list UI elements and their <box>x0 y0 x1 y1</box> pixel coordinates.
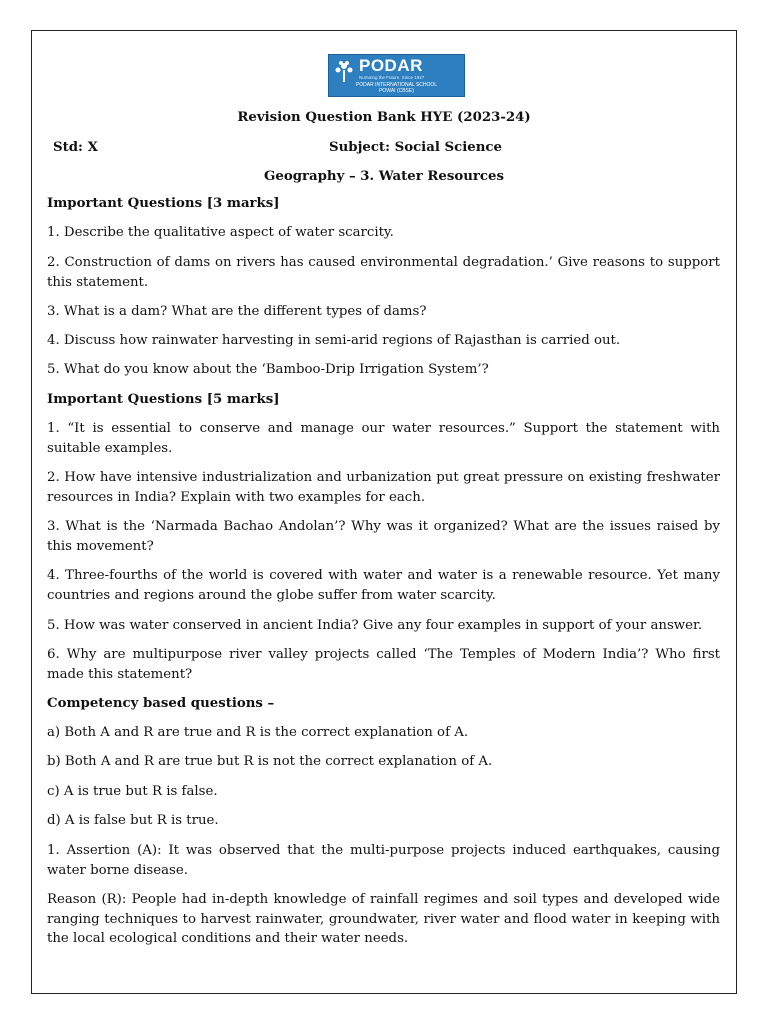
question-3m-2: 2. Construction of dams on rivers has caused environmental degradation.’ Give reasons to support this statement. <box>47 255 720 290</box>
question-5m-6: 6. Why are multipurpose river valley projects called ‘The Temples of Modern India’? Who first made this statement? <box>47 647 720 682</box>
question-3m-4: 4. Discuss how rainwater harvesting in semi-arid regions of Rajasthan is carried out. <box>47 333 621 348</box>
std-label: Std: X <box>53 140 98 155</box>
question-3m-3: 3. What is a dam? What are the different types of dams? <box>47 304 427 319</box>
question-5m-3: 3. What is the ‘Narmada Bachao Andolan’? Why was it organized? What are the issues raised by this movement? <box>47 519 720 554</box>
question-3m-5: 5. What do you know about the ‘Bamboo-Drip Irrigation System’? <box>47 362 489 377</box>
assertion-1: 1. Assertion (A): It was observed that the multi-purpose projects induced earthquakes, causing water borne disease. <box>47 843 720 878</box>
question-5m-1: 1. “It is essential to conserve and manage our water resources.” Support the statement with suitable examples. <box>47 421 720 456</box>
document-title: Revision Question Bank HYE (2023-24) <box>237 110 531 125</box>
logo-school-location: POWAI (CBSE) <box>379 88 414 94</box>
competency-heading: Competency based questions – <box>47 696 275 711</box>
logo-school <box>329 82 464 94</box>
logo-school-name: PODAR INTERNATIONAL SCHOOL <box>355 82 438 88</box>
option-c: c) A is true but R is false. <box>47 784 218 799</box>
section-heading-3-marks: Important Questions [3 marks] <box>47 196 280 211</box>
logo-name: PODAR <box>359 56 423 75</box>
option-d: d) A is false but R is true. <box>47 813 219 828</box>
chapter-title: Geography – 3. Water Resources <box>264 169 504 184</box>
school-logo <box>328 54 465 97</box>
option-b: b) Both A and R are true but R is not the correct explanation of A. <box>47 754 493 769</box>
question-5m-4: 4. Three-fourths of the world is covered with water and water is a renewable resource. Yet many countries and regions around the globe suffer from water scarcity. <box>47 568 720 603</box>
reason-1: Reason (R): People had in-depth knowledge of rainfall regimes and soil types and developed wide ranging techniques to harvest rainwater, groundwater, river water and flood water in keeping with the local ecological conditions and their water needs. <box>47 892 720 946</box>
subject-label: Subject: Social Science <box>329 140 502 155</box>
question-5m-5: 5. How was water conserved in ancient India? Give any four examples in support of your answer. <box>47 618 703 633</box>
option-a: a) Both A and R are true and R is the correct explanation of A. <box>47 725 469 740</box>
question-5m-2: 2. How have intensive industrialization and urbanization put great pressure on existing freshwater resources in India? Explain with two examples for each. <box>47 470 720 505</box>
logo-tagline: Nurturing the Future. Since 1927 <box>359 75 425 80</box>
question-3m-1: 1. Describe the qualitative aspect of water scarcity. <box>47 225 394 240</box>
section-heading-5-marks: Important Questions [5 marks] <box>47 392 280 407</box>
